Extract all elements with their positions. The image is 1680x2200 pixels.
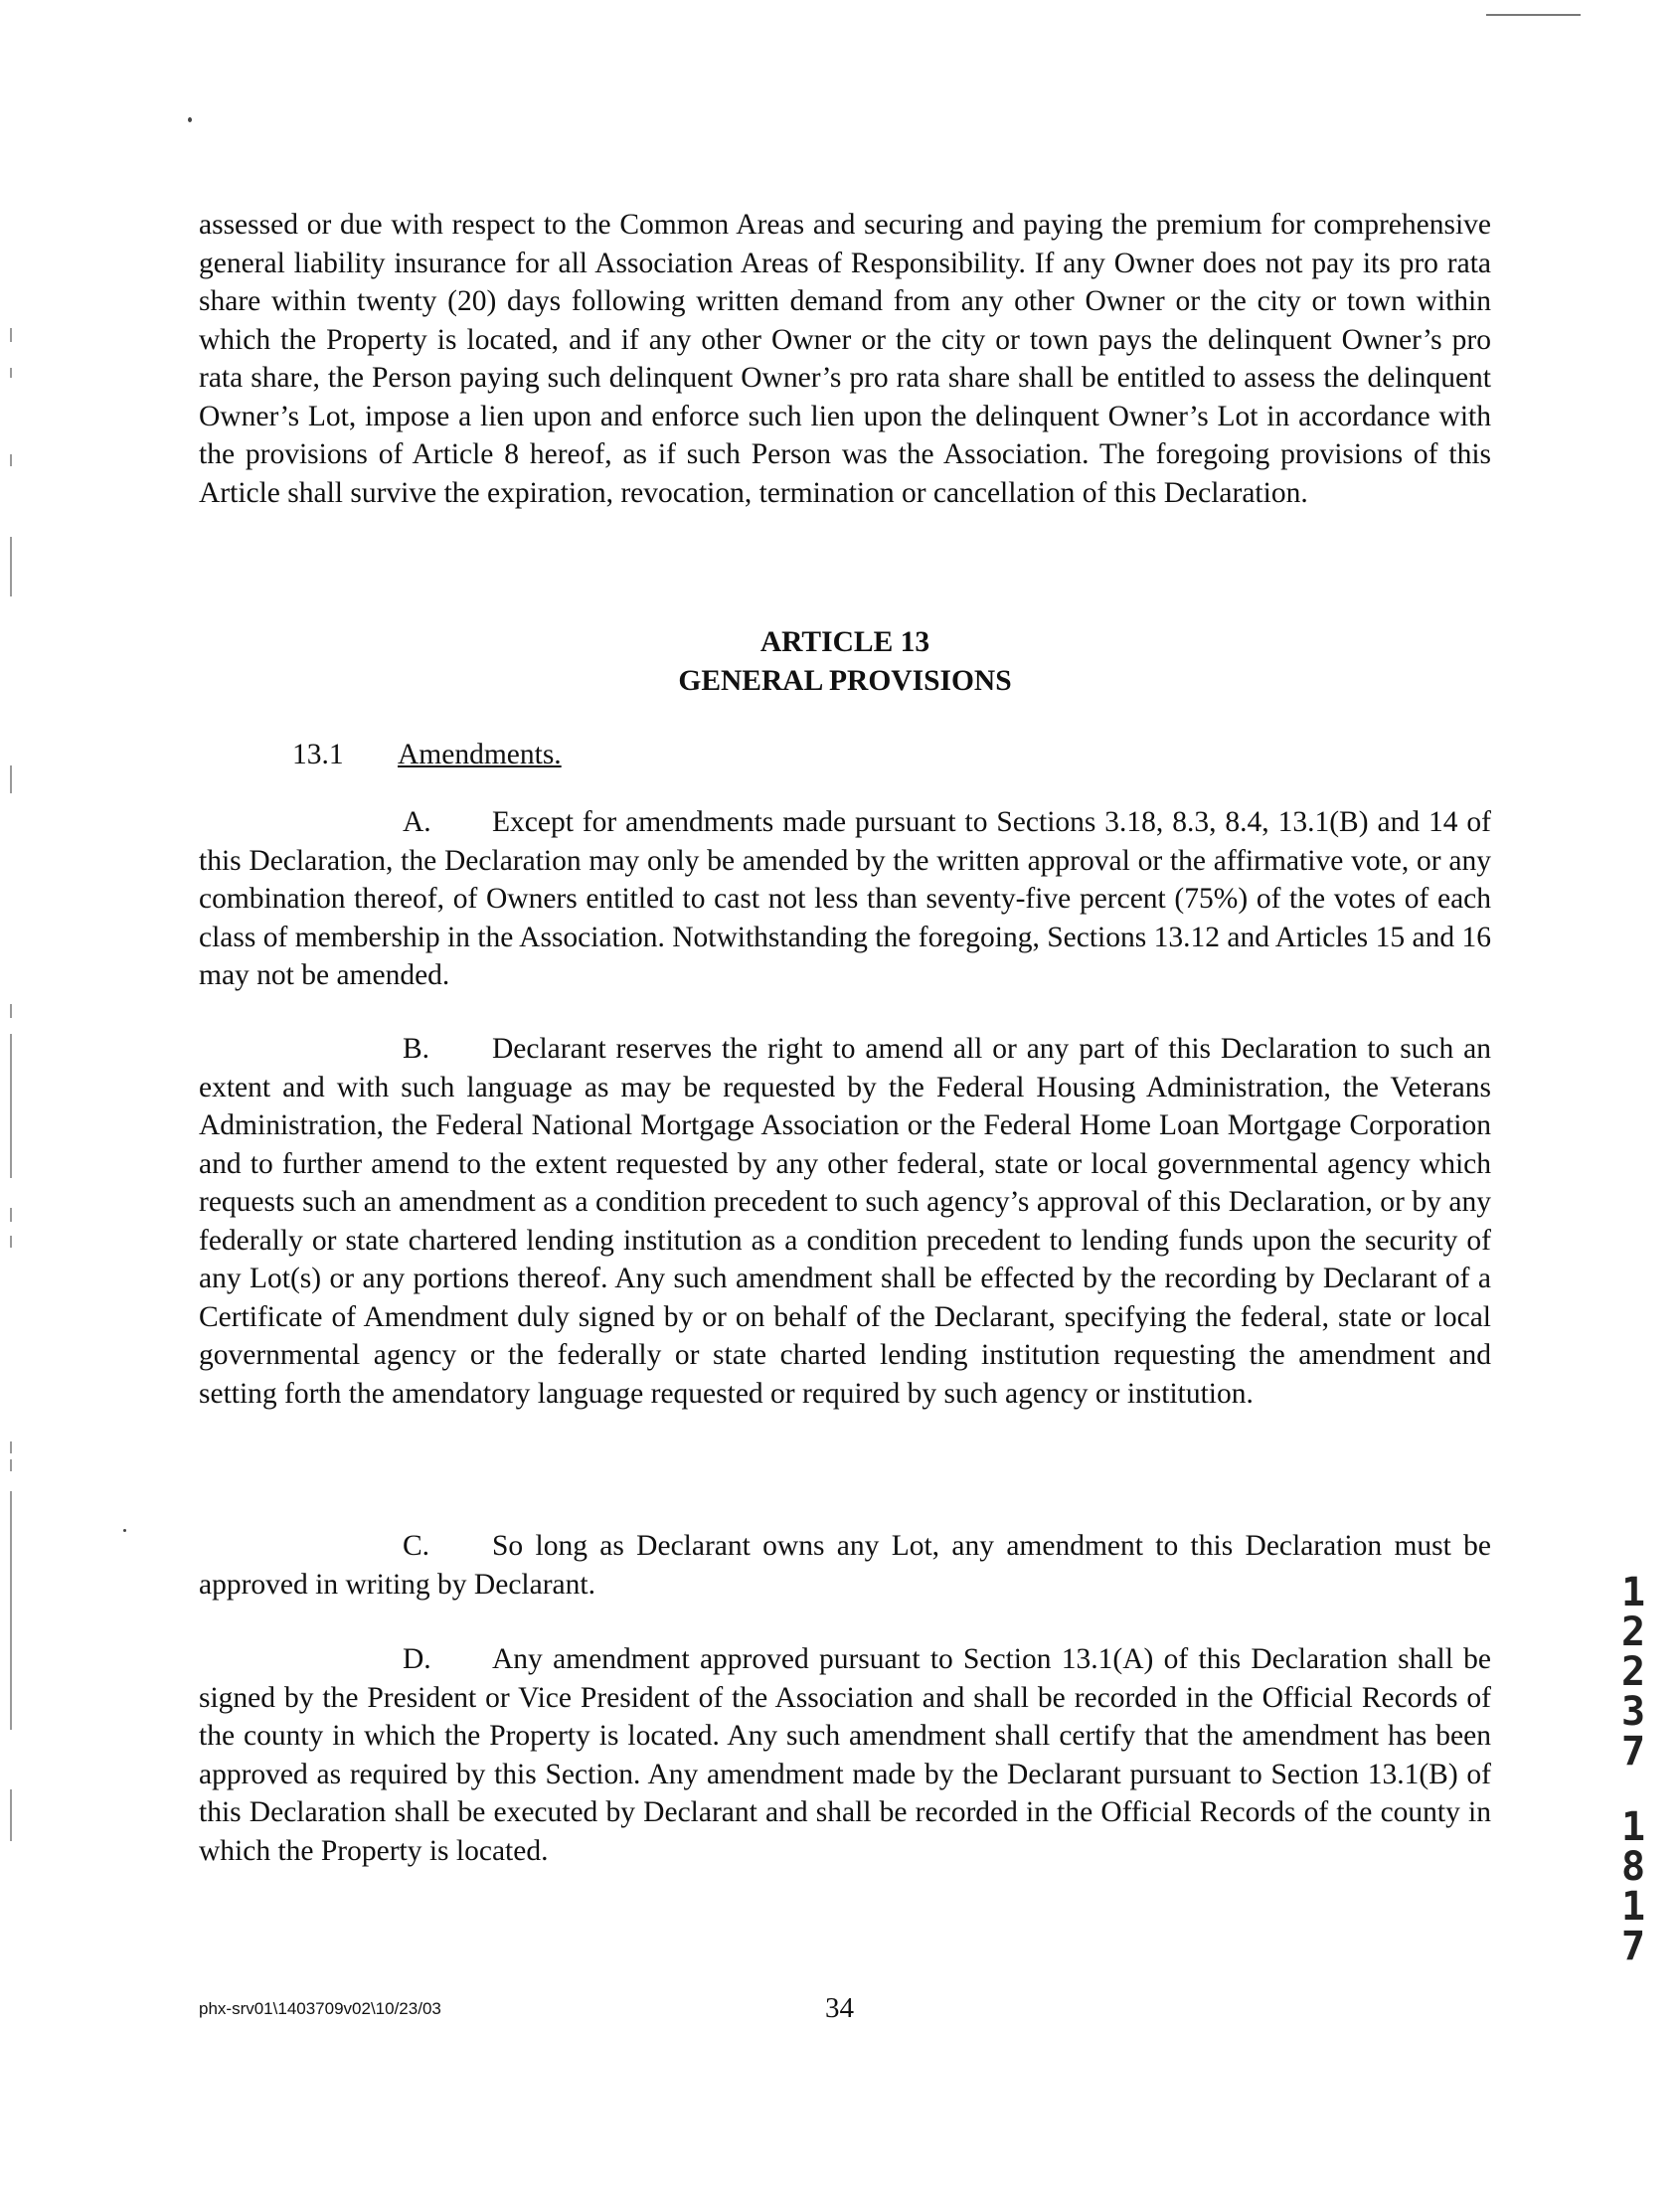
subsection-text: Any amendment approved pursuant to Section 13.1(A) of this Declaration shall be signed by the President or Vice President of the Association and shall be recorded in the Official Records of the county in which the Property is located. Any such amendment shall certify that the amendment has been approved as required by this Section. Any amendment made by the Declarant pursuant to Section 13.1(B) of this Declaration shall be executed by Declarant and shall be recorded in the Official Records of the county in which the Property is located. [199, 1643, 1491, 1867]
recording-digit: 2 [1620, 1609, 1646, 1655]
scan-margin-mark [10, 1208, 12, 1222]
subsection-c [199, 1527, 1491, 1604]
subsection-label: A. [403, 806, 431, 838]
scan-speck [123, 1529, 126, 1532]
scan-margin-mark [10, 1491, 12, 1730]
scan-margin-mark [10, 328, 12, 342]
scan-margin-mark [10, 1034, 12, 1178]
scan-speck [188, 117, 192, 122]
scan-margin-mark [10, 1236, 12, 1248]
subsection-label: B. [403, 1033, 430, 1065]
subsection-label: D. [403, 1643, 431, 1675]
subsection-b [199, 1030, 1491, 1413]
recording-digit: 1 [1620, 1884, 1646, 1930]
subsection-d [199, 1640, 1491, 1870]
scan-margin-mark [10, 1459, 12, 1471]
scan-margin-mark [10, 454, 12, 466]
subsection-text: Declarant reserves the right to amend all or any part of this Declaration to such an extent and with such language as may be requested by the Federal Housing Administration, the Veterans Administration, the Federal National Mortgage Association or the Federal Home Loan Mortgage Corporation and to further amend to the extent requested by any other federal, state or local governmental agency which requests such an amendment as a condition precedent to such agency’s approval of this Declaration, or by any federally or state chartered lending institution as a condition precedent to lending funds upon the security of any Lot(s) or any portions thereof. Any such amendment shall be effected by the recording by Declarant of a Certificate of Amendment duly signed by or on behalf of the Declarant, specifying the federal, state or local governmental agency or the federally or state charted lending institution requesting the amendment and setting forth the amendatory language requested or required by such agency or institution. [199, 1033, 1491, 1410]
scan-margin-mark [10, 537, 12, 596]
scan-margin-mark [10, 1004, 12, 1018]
scan-edge-line [1486, 14, 1581, 16]
section-heading [292, 736, 562, 774]
article-heading [199, 623, 1491, 700]
footer-document-id: phx-srv01\1403709v02\10/23/03 [199, 1999, 441, 2018]
scan-margin-mark [10, 368, 12, 378]
scan-margin-mark [10, 765, 12, 793]
subsection-text: Except for amendments made pursuant to Sections 3.18, 8.3, 8.4, 13.1(B) and 14 of this Declaration, the Declaration may only be amended by the written approval or the affirmative vote, or any combination thereof, of Owners entitled to cast not less than seventy-five percent (75%) of the votes of each class of membership in the Association. Notwithstanding the foregoing, Sections 13.12 and Articles 15 and 16 may not be amended. [199, 806, 1491, 991]
recording-digit: 3 [1620, 1689, 1646, 1735]
recording-digit: 2 [1620, 1649, 1646, 1695]
recording-digit: 8 [1620, 1844, 1646, 1890]
footer-page-number: 34 [825, 1992, 854, 2024]
continuation-paragraph: assessed or due with respect to the Common Areas and securing and paying the premium for comprehensive general liability insurance for all Association Areas of Responsibility. If any Owner does not pay its pro rata share within twenty (20) days following written demand from any other Owner or the city or town within which the Property is located, and if any other Owner or the city or town pays the delinquent Owner’s pro rata share, the Person paying such delinquent Owner’s pro rata share shall be entitled to assess the delinquent Owner’s Lot, impose a lien upon and enforce such lien upon the delinquent Owner’s Lot in accordance with the provisions of Article 8 hereof, as if such Person was the Association. The foregoing provisions of this Article shall survive the expiration, revocation, termination or cancellation of this Declaration. [199, 209, 1491, 509]
scan-margin-mark [10, 1789, 12, 1841]
recording-digit: 7 [1620, 1729, 1646, 1775]
recording-digit: 1 [1620, 1804, 1646, 1850]
section-number: 13.1 [292, 739, 344, 770]
article-number: ARTICLE 13 [759, 626, 930, 658]
subsection-a [199, 803, 1491, 995]
article-title: GENERAL PROVISIONS [678, 664, 1012, 697]
subsection-label: C. [403, 1530, 430, 1562]
section-title: Amendments. [398, 739, 562, 770]
recording-digit: 1 [1620, 1570, 1646, 1615]
recording-digit: 7 [1620, 1924, 1646, 1969]
scan-margin-mark [10, 1441, 12, 1453]
recording-number-stamp [1618, 1570, 1648, 1969]
subsection-text: So long as Declarant owns any Lot, any amendment to this Declaration must be approved in writing by Declarant. [199, 1530, 1491, 1601]
